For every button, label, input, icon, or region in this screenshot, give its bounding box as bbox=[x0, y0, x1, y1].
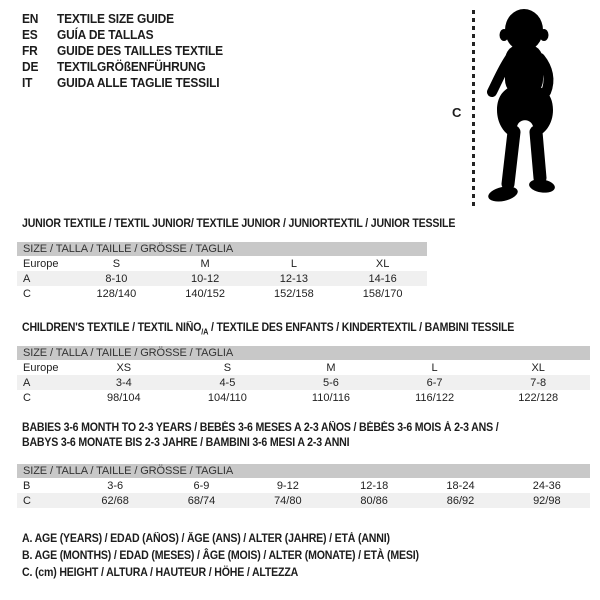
lang-title: TEXTILGRÖßENFÜHRUNG bbox=[56, 58, 206, 74]
table-cell: 10-12 bbox=[191, 272, 220, 285]
babies-title-line2: BABYS 3-6 MONATE BIS 2-3 JAHRE / BAMBINI 3-6 MESI A 2-3 ANNI bbox=[22, 437, 350, 449]
table-cell: 3-6 bbox=[107, 479, 124, 492]
table-cell: 4-5 bbox=[219, 376, 236, 389]
table-cell: 8-10 bbox=[105, 272, 128, 285]
lang-code: DE bbox=[22, 58, 39, 74]
table-cell: 104/110 bbox=[207, 391, 247, 404]
lang-code: ES bbox=[22, 26, 38, 42]
row-label: Europe bbox=[23, 257, 59, 270]
table-cell: XS bbox=[116, 361, 132, 374]
table-cell: 158/170 bbox=[362, 287, 403, 300]
table-cell: 62/68 bbox=[101, 494, 129, 507]
table-cell: XL bbox=[531, 361, 545, 374]
table-row bbox=[17, 286, 427, 301]
table-cell: 152/158 bbox=[273, 287, 314, 300]
table-cell: 12-18 bbox=[360, 479, 389, 492]
row-label: Europe bbox=[23, 361, 59, 374]
height-measure-label: C bbox=[452, 105, 462, 120]
table-cell: 12-13 bbox=[279, 272, 308, 285]
junior-size-table bbox=[17, 242, 427, 301]
babies-title-line1: BABIES 3-6 MONTH TO 2-3 YEARS / BEBÉS 3-6 MESES A 2-3 AÑOS / BÉBÉS 3-6 MOIS À 2-3 ANS / bbox=[22, 422, 499, 434]
table-cell: 80/86 bbox=[360, 494, 388, 507]
table-cell: S bbox=[112, 257, 121, 270]
table-cell: 3-4 bbox=[115, 376, 132, 389]
junior-section-title: JUNIOR TEXTILE / TEXTIL JUNIOR/ TEXTILE JUNIOR / JUNIORTEXTIL / JUNIOR TESSILE bbox=[22, 218, 456, 230]
children-title-post: / TEXTILE DES ENFANTS / KINDERTEXTIL / BAMBINI TESSILE bbox=[208, 322, 515, 334]
children-section-title bbox=[22, 321, 514, 339]
lang-code: FR bbox=[22, 42, 38, 58]
table-cell: M bbox=[326, 361, 336, 374]
lang-code: IT bbox=[22, 74, 33, 90]
lang-row-de bbox=[22, 58, 223, 74]
babies-size-table bbox=[17, 464, 590, 508]
table-row bbox=[17, 360, 590, 375]
lang-title: GUIDA ALLE TAGLIE TESSILI bbox=[56, 74, 220, 90]
row-label: C bbox=[23, 287, 31, 300]
height-measure-dashed-line bbox=[472, 10, 475, 207]
table-cell: 68/74 bbox=[187, 494, 216, 507]
lang-title: GUÍA DE TALLAS bbox=[56, 26, 154, 42]
lang-row-fr bbox=[22, 42, 223, 58]
table-row bbox=[17, 256, 427, 271]
table-cell: 122/128 bbox=[518, 391, 559, 404]
table-cell: 14-16 bbox=[368, 272, 397, 285]
note-age-years: A. AGE (YEARS) / EDAD (AÑOS) / ÂGE (ANS) / ALTER (JAHRE) / ETÀ (ANNI) bbox=[22, 533, 390, 545]
table-cell: 74/80 bbox=[274, 494, 302, 507]
table-cell: 128/140 bbox=[96, 287, 137, 300]
table-row bbox=[17, 478, 590, 493]
table-row bbox=[17, 493, 590, 508]
table-cell: 9-12 bbox=[276, 479, 299, 492]
lang-title: TEXTILE SIZE GUIDE bbox=[56, 10, 174, 26]
note-height-cm: C. (cm) HEIGHT / ALTURA / HAUTEUR / HÖHE / ALTEZZA bbox=[22, 567, 299, 579]
table-cell: 116/122 bbox=[415, 391, 455, 404]
lang-row-it bbox=[22, 74, 223, 90]
table-cell: S bbox=[223, 361, 232, 374]
children-size-table bbox=[17, 346, 590, 405]
table-cell: 110/116 bbox=[311, 391, 351, 404]
table-cell: 6-7 bbox=[426, 376, 443, 389]
legend-notes bbox=[22, 531, 419, 582]
children-title-sub: /A bbox=[201, 327, 209, 337]
table-row bbox=[17, 271, 427, 286]
baby-silhouette-icon bbox=[480, 6, 572, 208]
note-age-months: B. AGE (MONTHS) / EDAD (MESES) / ÂGE (MOIS) / ALTER (MONATE) / ETÀ (MESI) bbox=[22, 550, 419, 562]
table-cell: XL bbox=[375, 257, 390, 270]
table-cell: 98/104 bbox=[106, 391, 141, 404]
size-header-bar: SIZE / TALLA / TAILLE / GRÖSSE / TAGLIA bbox=[17, 464, 590, 478]
lang-row-es bbox=[22, 26, 223, 42]
lang-title: GUIDE DES TAILLES TEXTILE bbox=[56, 42, 223, 58]
table-cell: M bbox=[200, 257, 210, 270]
row-label: A bbox=[23, 376, 31, 389]
size-header-bar: SIZE / TALLA / TAILLE / GRÖSSE / TAGLIA bbox=[17, 242, 427, 256]
row-label: B bbox=[23, 479, 31, 492]
table-cell: 92/98 bbox=[533, 494, 561, 507]
table-cell: 5-6 bbox=[323, 376, 339, 389]
table-cell: 18-24 bbox=[446, 479, 475, 492]
table-cell: 140/152 bbox=[185, 287, 225, 300]
row-label: C bbox=[23, 391, 31, 404]
table-cell: 24-36 bbox=[532, 479, 561, 492]
lang-code: EN bbox=[22, 10, 39, 26]
baby-silhouette bbox=[480, 6, 572, 213]
lang-row-en bbox=[22, 10, 223, 26]
table-row bbox=[17, 375, 590, 390]
row-label: A bbox=[23, 272, 31, 285]
table-cell: L bbox=[431, 361, 438, 374]
children-title-pre: CHILDREN'S TEXTILE / TEXTIL NIÑO bbox=[22, 322, 202, 334]
language-legend bbox=[22, 10, 223, 90]
table-cell: 7-8 bbox=[530, 376, 547, 389]
table-row bbox=[17, 390, 590, 405]
table-cell: 6-9 bbox=[193, 479, 210, 492]
babies-section-title bbox=[22, 421, 498, 451]
table-cell: L bbox=[290, 257, 297, 270]
table-cell: 86/92 bbox=[446, 494, 475, 507]
row-label: C bbox=[23, 494, 31, 507]
size-header-bar: SIZE / TALLA / TAILLE / GRÖSSE / TAGLIA bbox=[17, 346, 590, 360]
